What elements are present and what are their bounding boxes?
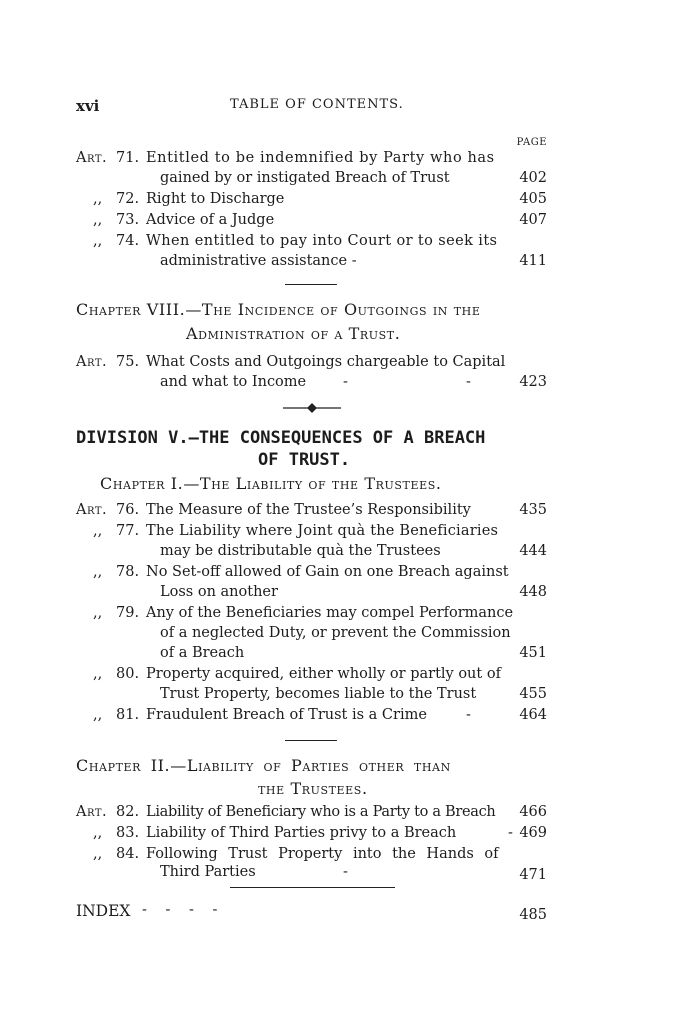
page-column-label: PAGE — [516, 137, 547, 148]
art-number: 83. — [116, 825, 140, 841]
art-number: 84. — [116, 846, 140, 862]
art-number: 80. — [116, 666, 140, 682]
art-prefix: Art. — [76, 502, 108, 518]
page-number: xvi — [76, 97, 100, 115]
divider — [285, 740, 337, 741]
art-number: 75. — [116, 354, 140, 370]
entry-title: The Measure of the Trustee’s Responsibility — [146, 502, 471, 518]
division-heading-cont: OF TRUST. — [258, 450, 351, 470]
page-ref: 411 — [519, 253, 547, 269]
art-prefix: Art. — [76, 150, 108, 166]
ditto-mark: ,, — [93, 605, 103, 621]
art-number: 77. — [116, 523, 140, 539]
entry-title-cont: gained by or instigated Breach of Trust — [160, 170, 450, 186]
page-ref: 451 — [519, 645, 547, 661]
page-ref: 471 — [519, 867, 547, 883]
index-label: INDEX — [76, 902, 131, 920]
leader-dash: - — [343, 374, 348, 390]
page-ref: 444 — [519, 543, 547, 559]
running-title: TABLE OF CONTENTS. — [230, 97, 404, 112]
ditto-mark: ,, — [93, 564, 103, 580]
entry-title-cont: of a neglected Duty, or prevent the Commission — [160, 625, 511, 641]
entry-title: When entitled to pay into Court or to seek its — [146, 233, 498, 249]
art-number: 81. — [116, 707, 140, 723]
art-number: 76. — [116, 502, 140, 518]
leader-dash: - — [343, 864, 348, 880]
leader-dash: - — [508, 825, 513, 841]
entry-title: Any of the Beneficiaries may compel Performance — [146, 605, 514, 621]
art-number: 79. — [116, 605, 140, 621]
entry-title-cont: administrative assistance - — [160, 253, 357, 269]
art-prefix: Art. — [76, 354, 108, 370]
art-number: 71. — [116, 150, 140, 166]
art-number: 82. — [116, 804, 140, 820]
entry-title: Advice of a Judge — [146, 212, 275, 228]
entry-title: Fraudulent Breach of Trust is a Crime — [146, 707, 427, 723]
art-number: 74. — [116, 233, 140, 249]
entry-title-cont: and what to Income — [160, 374, 307, 390]
page-ref: 423 — [519, 374, 547, 390]
entry-title-cont: of a Breach — [160, 645, 245, 661]
entry-title-cont: Trust Property, becomes liable to the Trust — [160, 686, 477, 702]
page-ref: 405 — [519, 191, 547, 207]
ditto-mark: ,, — [93, 523, 103, 539]
leader-dash: - — [466, 707, 471, 723]
divider — [285, 284, 337, 285]
art-number: 73. — [116, 212, 140, 228]
entry-title: What Costs and Outgoings chargeable to Capital — [146, 354, 506, 370]
page-ref: 464 — [519, 707, 547, 723]
ditto-mark: ,, — [93, 191, 103, 207]
entry-title-cont: Third Parties — [160, 864, 256, 880]
chapter-heading: Chapter II.—Liability of Parties other than — [76, 756, 451, 775]
ditto-mark: ,, — [93, 825, 103, 841]
entry-title: Liability of Third Parties privy to a Breach — [146, 825, 457, 841]
divider — [230, 887, 395, 888]
ditto-mark: ,, — [93, 666, 103, 682]
leader-dash: - — [466, 374, 471, 390]
chapter-heading-cont: the Trustees. — [258, 779, 368, 798]
ditto-mark: ,, — [93, 846, 103, 862]
art-number: 72. — [116, 191, 140, 207]
page-ref: 435 — [519, 502, 547, 518]
entry-title: Liability of Beneficiary who is a Party to a Breach — [146, 804, 496, 820]
entry-title-cont: may be distributable quà the Trustees — [160, 543, 441, 559]
art-number: 78. — [116, 564, 140, 580]
page-ref: 485 — [519, 907, 547, 923]
entry-title: Entitled to be indemnified by Party who has — [146, 150, 495, 166]
page-ref: 469 — [519, 825, 547, 841]
ditto-mark: ,, — [93, 707, 103, 723]
ditto-mark: ,, — [93, 233, 103, 249]
division-heading: DIVISION V.—THE CONSEQUENCES OF A BREACH — [76, 428, 486, 448]
ditto-mark: ,, — [93, 212, 103, 228]
page-ref: 402 — [519, 170, 547, 186]
entry-title: Right to Discharge — [146, 191, 285, 207]
page-ref: 448 — [519, 584, 547, 600]
chapter-heading: Chapter I.—The Liability of the Trustees. — [100, 474, 442, 493]
ornament-divider — [283, 402, 341, 414]
leader-dashes: - - - - — [142, 902, 218, 918]
art-prefix: Art. — [76, 804, 108, 820]
page-ref: 466 — [519, 804, 547, 820]
page-ref: 407 — [519, 212, 547, 228]
chapter-heading: Chapter VIII.—The Incidence of Outgoings in the — [76, 300, 481, 319]
entry-title: No Set-off allowed of Gain on one Breach against — [146, 564, 509, 580]
entry-title-cont: Loss on another — [160, 584, 278, 600]
entry-title: The Liability where Joint quà the Beneficiaries — [146, 523, 499, 539]
page-ref: 455 — [519, 686, 547, 702]
chapter-heading-cont: Administration of a Trust. — [186, 324, 401, 343]
entry-title: Property acquired, either wholly or partly out of — [146, 666, 501, 682]
entry-title: Following Trust Property into the Hands of — [146, 846, 499, 862]
